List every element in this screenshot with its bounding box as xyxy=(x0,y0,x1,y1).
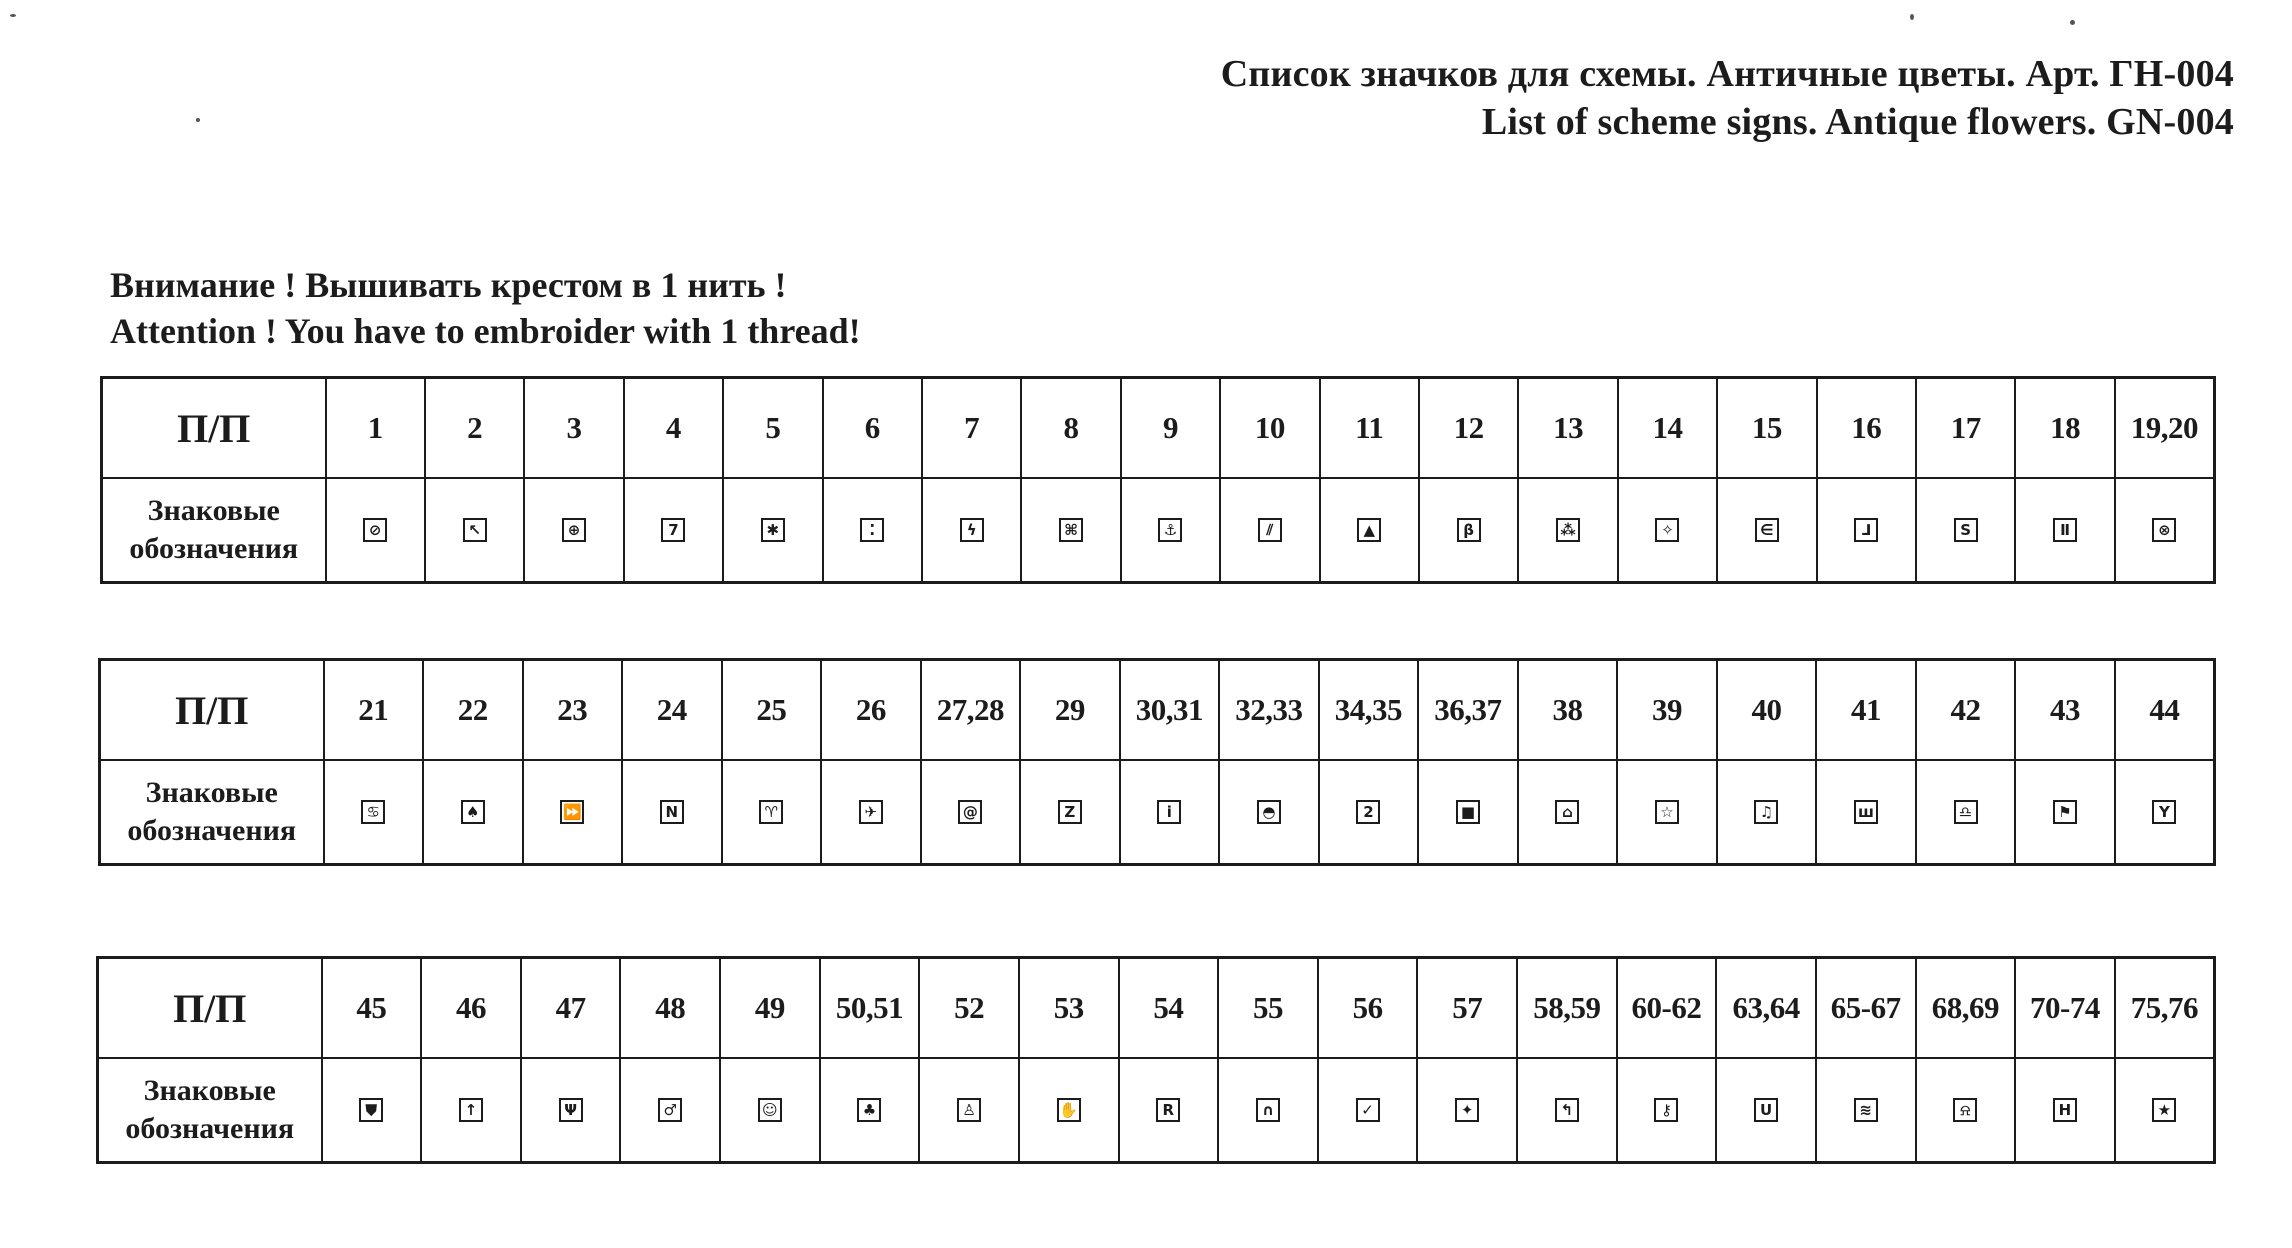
number-cell: 17 xyxy=(1916,378,2015,479)
beta-icon: β xyxy=(1457,518,1481,542)
shield-icon: ⛊ xyxy=(359,1098,383,1122)
half-circle-icon: ◓ xyxy=(1257,800,1281,824)
person-icon: ♙ xyxy=(957,1098,981,1122)
number-cell: 75,76 xyxy=(2115,958,2215,1059)
number-cell: 63,64 xyxy=(1716,958,1816,1059)
double-slash-icon: ⫽ xyxy=(1258,518,1282,542)
hand-icon: ✋ xyxy=(1057,1098,1081,1122)
scan-speck xyxy=(1910,14,1914,20)
number-cell: 10 xyxy=(1220,378,1319,479)
number-cell: 14 xyxy=(1618,378,1717,479)
number-cell: 8 xyxy=(1021,378,1120,479)
number-cell: 15 xyxy=(1717,378,1816,479)
number-cell: 18 xyxy=(2015,378,2114,479)
scan-speck xyxy=(196,118,200,122)
note-icon: ♫ xyxy=(1754,800,1778,824)
number-cell: 52 xyxy=(919,958,1019,1059)
number-cell: 49 xyxy=(720,958,820,1059)
number-cell: 22 xyxy=(423,660,523,761)
u-icon: U xyxy=(1754,1098,1778,1122)
title-ru: Список значков для схемы. Античные цветы. Арт. ГН-004 xyxy=(1220,53,2234,95)
bell-icon: ⍾ xyxy=(1953,1098,1977,1122)
pin-icon: ↖ xyxy=(463,518,487,542)
number-cell: 41 xyxy=(1816,660,1916,761)
flag-icon: ⚑ xyxy=(2053,800,2077,824)
number-cell: 47 xyxy=(521,958,621,1059)
number-cell: 53 xyxy=(1019,958,1119,1059)
number-cell: 25 xyxy=(722,660,822,761)
symbol-row xyxy=(98,1058,2215,1163)
number-row xyxy=(100,660,2215,761)
omega-icon: ∩ xyxy=(1256,1098,1280,1122)
number-cell: 5 xyxy=(723,378,822,479)
symbols-label: Знаковые обозначения xyxy=(98,1058,322,1163)
number-cell: 36,37 xyxy=(1418,660,1518,761)
four-point-star-icon: ✦ xyxy=(1455,1098,1479,1122)
sign-table-3 xyxy=(96,956,2216,1164)
number-cell: 70-74 xyxy=(2015,958,2115,1059)
number-cell: 6 xyxy=(823,378,922,479)
star-outline-icon: ☆ xyxy=(1655,800,1679,824)
seven-icon: 7 xyxy=(661,518,685,542)
number-cell: 54 xyxy=(1119,958,1219,1059)
number-cell: 58,59 xyxy=(1517,958,1617,1059)
number-row xyxy=(102,378,2215,479)
document-title xyxy=(1221,50,2234,146)
number-cell: 7 xyxy=(922,378,1021,479)
warning-ru: Внимание ! Вышивать крестом в 1 нить ! xyxy=(110,265,787,305)
asterisk-icon: ✱ xyxy=(761,518,785,542)
flag-pennant-icon: ↰ xyxy=(1555,1098,1579,1122)
symbols-label: Знаковые обозначения xyxy=(100,760,324,865)
scan-speck xyxy=(2070,20,2075,25)
warning-note xyxy=(110,262,861,354)
s-icon: S xyxy=(1954,518,1978,542)
number-cell: 48 xyxy=(620,958,720,1059)
element-of-icon: ∈ xyxy=(1755,518,1779,542)
smiley-icon: ☺ xyxy=(758,1098,782,1122)
filled-square-icon: ■ xyxy=(1456,800,1480,824)
n-icon: N xyxy=(660,800,684,824)
number-cell: 68,69 xyxy=(1916,958,2016,1059)
number-cell: 34,35 xyxy=(1319,660,1419,761)
number-cell: 2 xyxy=(425,378,524,479)
warning-en: Attention ! You have to embroider with 1 thread! xyxy=(110,311,861,351)
lightning-icon: ϟ xyxy=(960,518,984,542)
slash-oval-icon: ⊘ xyxy=(363,518,387,542)
number-cell: 50,51 xyxy=(820,958,920,1059)
number-cell: 39 xyxy=(1617,660,1717,761)
number-cell: 9 xyxy=(1121,378,1220,479)
sign-table-1 xyxy=(100,376,2216,584)
scan-speck xyxy=(10,14,16,17)
number-cell: 65-67 xyxy=(1816,958,1916,1059)
mars-icon: ♂ xyxy=(658,1098,682,1122)
diamond-star-icon: ✧ xyxy=(1655,518,1679,542)
sha-icon: ш xyxy=(1854,800,1878,824)
number-row xyxy=(98,958,2215,1059)
number-cell: 38 xyxy=(1518,660,1618,761)
two-dots-icon: ⁚ xyxy=(860,518,884,542)
star-filled-icon: ★ xyxy=(2152,1098,2176,1122)
cancer-icon: ♋ xyxy=(361,800,385,824)
waves-icon: ≋ xyxy=(1854,1098,1878,1122)
r-icon: R xyxy=(1156,1098,1180,1122)
number-cell: 44 xyxy=(2115,660,2215,761)
plane-icon: ✈ xyxy=(859,800,883,824)
h-bar-icon: H xyxy=(2053,1098,2077,1122)
sign-table-2 xyxy=(98,658,2216,866)
number-cell: 19,20 xyxy=(2115,378,2215,479)
number-cell: 40 xyxy=(1717,660,1817,761)
number-cell: 60-62 xyxy=(1617,958,1717,1059)
number-cell: 23 xyxy=(523,660,623,761)
number-cell: 3 xyxy=(524,378,623,479)
triangle-icon: ▲ xyxy=(1357,518,1381,542)
gemini-icon: Ⅱ xyxy=(2053,518,2077,542)
at-icon: @ xyxy=(958,800,982,824)
number-cell: 1 xyxy=(326,378,425,479)
number-cell: 29 xyxy=(1020,660,1120,761)
number-cell: 56 xyxy=(1318,958,1418,1059)
symbols-label: Знаковые обозначения xyxy=(102,478,326,583)
leaf-icon: ⊗ xyxy=(2152,518,2176,542)
two-icon: 2 xyxy=(1356,800,1380,824)
number-cell: 27,28 xyxy=(921,660,1021,761)
number-cell: 46 xyxy=(421,958,521,1059)
symbol-row xyxy=(100,760,2215,865)
circle-cross-icon: ⊕ xyxy=(562,518,586,542)
libra-icon: ♎ xyxy=(1954,800,1978,824)
number-cell: 24 xyxy=(622,660,722,761)
header-label: П/П xyxy=(102,378,326,479)
number-cell: 4 xyxy=(624,378,723,479)
command-icon: ⌘ xyxy=(1059,518,1083,542)
header-label: П/П xyxy=(98,958,322,1059)
number-cell: 16 xyxy=(1817,378,1916,479)
number-cell: 45 xyxy=(322,958,422,1059)
number-cell: 12 xyxy=(1419,378,1518,479)
arrow-up-icon: ↑ xyxy=(459,1098,483,1122)
title-en: List of scheme signs. Antique flowers. GN-004 xyxy=(1481,101,2234,143)
number-cell: 42 xyxy=(1916,660,2016,761)
z-icon: Z xyxy=(1058,800,1082,824)
number-cell: 43 xyxy=(2015,660,2115,761)
number-cell: 11 xyxy=(1320,378,1419,479)
info-icon: i xyxy=(1157,800,1181,824)
club-icon: ♣ xyxy=(857,1098,881,1122)
fast-forward-icon: ⏩ xyxy=(560,800,584,824)
number-cell: 13 xyxy=(1518,378,1617,479)
spade-icon: ♠ xyxy=(461,800,485,824)
y-icon: Y xyxy=(2152,800,2176,824)
number-cell: 30,31 xyxy=(1120,660,1220,761)
footprints-icon: ⁂ xyxy=(1556,518,1580,542)
key-icon: ⚷ xyxy=(1654,1098,1678,1122)
aries-icon: ♈ xyxy=(759,800,783,824)
house-icon: ⌂ xyxy=(1555,800,1579,824)
number-cell: 55 xyxy=(1218,958,1318,1059)
symbol-row xyxy=(102,478,2215,583)
number-cell: 32,33 xyxy=(1219,660,1319,761)
anchor-icon: ⚓ xyxy=(1158,518,1182,542)
number-cell: 26 xyxy=(821,660,921,761)
header-label: П/П xyxy=(100,660,324,761)
check-icon: ✓ xyxy=(1356,1098,1380,1122)
psi-icon: Ψ xyxy=(559,1098,583,1122)
number-cell: 21 xyxy=(324,660,424,761)
number-cell: 57 xyxy=(1417,958,1517,1059)
corner-icon: ⅃ xyxy=(1854,518,1878,542)
